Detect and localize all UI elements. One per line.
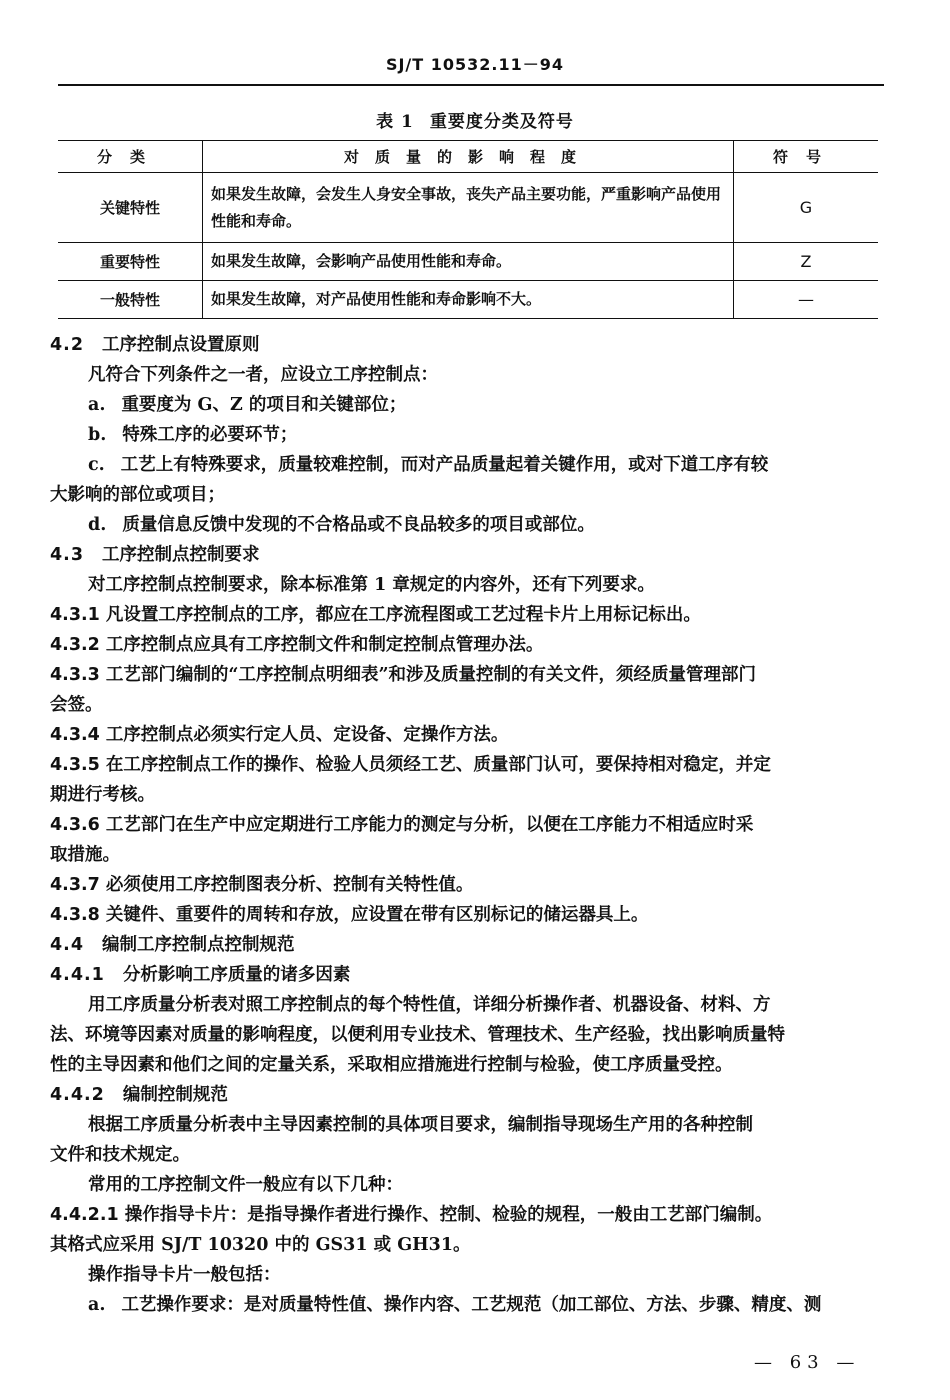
paragraph-continuation: 大影响的部位或项目； <box>50 485 225 505</box>
paragraph-continuation: 文件和技术规定。 <box>50 1145 190 1165</box>
header-symbol: 符号 <box>734 141 879 173</box>
section-heading: 4.4 编制工序控制点控制规范 <box>50 935 295 955</box>
paragraph: 根据工序质量分析表中主导因素控制的具体项目要求，编制指导现场生产用的各种控制 <box>88 1115 753 1135</box>
paragraph: 凡符合下列条件之一者，应设立工序控制点： <box>88 365 438 385</box>
clause: 4.3.7 必须使用工序控制图表分析、控制有关特性值。 <box>50 875 474 895</box>
clause: 4.3.3 工艺部门编制的“工序控制点明细表”和涉及质量控制的有关文件，须经质量管理部门 <box>50 665 757 685</box>
clause: 4.3.1 凡设置工序控制点的工序，都应在工序流程图或工艺过程卡片上用标记标出。 <box>50 605 701 625</box>
body-text <box>50 330 880 1320</box>
clause: 4.3.8 关键件、重要件的周转和存放，应设置在带有区别标记的储运器具上。 <box>50 905 649 925</box>
list-item: d. 质量信息反馈中发现的不合格品或不良品较多的项目或部位。 <box>88 515 595 535</box>
section-heading: 4.3 工序控制点控制要求 <box>50 545 260 565</box>
cell-symbol: Z <box>734 243 879 281</box>
cell-symbol: — <box>734 281 879 319</box>
cell-description: 如果发生故障，会影响产品使用性能和寿命。 <box>203 243 734 281</box>
paragraph-continuation: 性的主导因素和他们之间的定量关系，采取相应措施进行控制与检验，使工序质量受控。 <box>50 1055 733 1075</box>
standard-code-header: SJ/T 10532.11－94 <box>385 55 565 74</box>
cell-symbol: G <box>734 173 879 243</box>
page-number: — 63 — <box>754 1352 861 1373</box>
importance-table <box>58 140 878 319</box>
section-heading: 4.2 工序控制点设置原则 <box>50 335 260 355</box>
paragraph-continuation: 取措施。 <box>50 845 120 865</box>
paragraph: 常用的工序控制文件一般应有以下几种： <box>88 1175 403 1195</box>
clause: 4.3.4 工序控制点必须实行定人员、定设备、定操作方法。 <box>50 725 509 745</box>
table-row <box>58 173 878 243</box>
table-caption <box>0 107 950 132</box>
header-influence: 对质量的影响程度 <box>203 141 734 173</box>
paragraph-continuation: 其格式应采用 SJ/T 10320 中的 GS31 或 GH31。 <box>50 1235 471 1255</box>
cell-category: 重要特性 <box>58 243 203 281</box>
header-rule <box>58 84 884 86</box>
list-item: a. 工艺操作要求：是对质量特性值、操作内容、工艺规范（加工部位、方法、步骤、精度、测 <box>88 1295 822 1315</box>
subsection-heading: 4.4.1 分析影响工序质量的诸多因素 <box>50 965 351 985</box>
paragraph-continuation: 法、环境等因素对质量的影响程度，以便利用专业技术、管理技术、生产经验，找出影响质量特 <box>50 1025 785 1045</box>
clause: 4.4.2.1 操作指导卡片：是指导操作者进行操作、控制、检验的规程，一般由工艺部门编制。 <box>50 1205 773 1225</box>
list-item: b. 特殊工序的必要环节； <box>88 425 298 445</box>
list-item: a. 重要度为 G、Z 的项目和关键部位； <box>88 395 407 415</box>
table-row <box>58 243 878 281</box>
table-number: 表 1 <box>376 112 414 132</box>
table-row <box>58 281 878 319</box>
subsection-heading: 4.4.2 编制控制规范 <box>50 1085 228 1105</box>
header-category: 分类 <box>58 141 203 173</box>
table-header-row <box>58 141 878 173</box>
paragraph-continuation: 期进行考核。 <box>50 785 155 805</box>
paragraph: 对工序控制点控制要求，除本标准第 1 章规定的内容外，还有下列要求。 <box>88 575 655 595</box>
list-item: c. 工艺上有特殊要求，质量较难控制，而对产品质量起着关键作用，或对下道工序有较 <box>88 455 769 475</box>
cell-description: 如果发生故障，会发生人身安全事故，丧失产品主要功能，严重影响产品使用性能和寿命。 <box>203 173 734 243</box>
clause: 4.3.2 工序控制点应具有工序控制文件和制定控制点管理办法。 <box>50 635 544 655</box>
cell-category: 一般特性 <box>58 281 203 319</box>
clause: 4.3.5 在工序控制点工作的操作、检验人员须经工艺、质量部门认可，要保持相对稳定，并定 <box>50 755 771 775</box>
table-title: 重要度分类及符号 <box>429 112 574 132</box>
paragraph: 操作指导卡片一般包括： <box>88 1265 281 1285</box>
clause: 4.3.6 工艺部门在生产中应定期进行工序能力的测定与分析，以便在工序能力不相适应时采 <box>50 815 754 835</box>
cell-category: 关键特性 <box>58 173 203 243</box>
paragraph-continuation: 会签。 <box>50 695 103 715</box>
cell-description: 如果发生故障，对产品使用性能和寿命影响不大。 <box>203 281 734 319</box>
paragraph: 用工序质量分析表对照工序控制点的每个特性值，详细分析操作者、机器设备、材料、方 <box>88 995 771 1015</box>
